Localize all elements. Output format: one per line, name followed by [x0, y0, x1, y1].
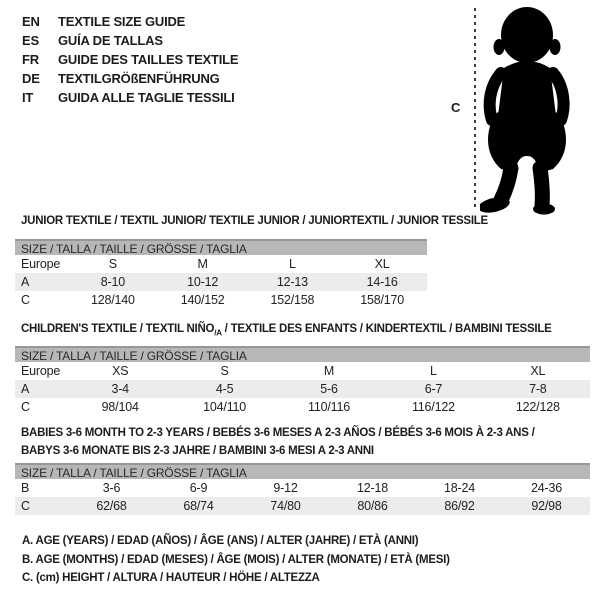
- babies-section-title: [21, 424, 535, 460]
- size-cell: 86/92: [444, 499, 475, 513]
- row-label: C: [21, 499, 30, 513]
- junior-size-table: [15, 239, 427, 309]
- children-size-table: [15, 346, 590, 416]
- size-cell: 122/128: [515, 400, 560, 414]
- language-row: [22, 50, 238, 69]
- table-row: [15, 497, 590, 515]
- row-label: A: [21, 275, 30, 289]
- row-label: B: [21, 481, 30, 495]
- footnote-line: B. AGE (MONTHS) / EDAD (MESES) / ÂGE (MOIS) / ALTER (MONATE) / ETÀ (MESI): [22, 553, 450, 566]
- children-title-pre: CHILDREN'S TEXTILE / TEXTIL NIÑO: [21, 323, 215, 335]
- language-title-text: TEXTILGRÖßENFÜHRUNG: [58, 71, 220, 86]
- language-code: EN: [22, 14, 40, 29]
- language-title-text: TEXTILE SIZE GUIDE: [58, 14, 186, 29]
- size-cell: L: [430, 364, 437, 378]
- language-title-text: GUÍA DE TALLAS: [58, 33, 163, 48]
- size-cell: 92/98: [531, 499, 562, 513]
- size-cell: 158/170: [360, 293, 405, 307]
- size-cell: 12-13: [276, 275, 308, 289]
- babies-size-table: [15, 463, 590, 515]
- babies-title-line2: BABYS 3-6 MONATE BIS 2-3 JAHRE / BAMBINI 3-6 MESI A 2-3 ANNI: [21, 445, 374, 457]
- language-code: FR: [22, 52, 39, 67]
- size-cell: 24-36: [531, 481, 562, 495]
- babies-title-line1: BABIES 3-6 MONTH TO 2-3 YEARS / BEBÉS 3-6 MESES A 2-3 AÑOS / BÉBÉS 3-6 MOIS À 2-3 ANS /: [21, 427, 535, 439]
- language-title-block: [22, 12, 238, 107]
- size-cell: 3-6: [102, 481, 121, 495]
- size-cell: 98/104: [101, 400, 139, 414]
- size-cell: 5-6: [320, 382, 338, 396]
- size-cell: 140/152: [180, 293, 225, 307]
- row-label: Europe: [21, 257, 61, 271]
- size-cell: 110/116: [308, 400, 350, 414]
- footnote-line: C. (cm) HEIGHT / ALTURA / HAUTEUR / HÖHE / ALTEZZA: [22, 572, 320, 584]
- table-row: [15, 398, 590, 416]
- size-cell: 10-12: [187, 275, 219, 289]
- table-row: [15, 291, 427, 309]
- table-row: [15, 479, 590, 497]
- size-cell: 8-10: [100, 275, 125, 289]
- size-cell: 74/80: [270, 499, 301, 513]
- size-cell: 9-12: [273, 481, 298, 495]
- language-code: IT: [22, 90, 34, 105]
- children-section-title: [21, 323, 552, 337]
- size-cell: 14-16: [366, 275, 398, 289]
- language-row: [22, 31, 238, 50]
- junior-section-title: [21, 215, 488, 227]
- language-title-text: GUIDE DES TAILLES TEXTILE: [58, 52, 239, 67]
- size-cell: S: [108, 257, 117, 271]
- size-cell: 3-4: [111, 382, 129, 396]
- size-cell: 6-7: [424, 382, 443, 396]
- size-cell: 7-8: [529, 382, 547, 396]
- size-cell: 104/110: [203, 400, 247, 414]
- baby-silhouette-icon: [480, 6, 574, 216]
- size-cell: M: [323, 364, 335, 378]
- size-cell: XL: [374, 257, 390, 271]
- height-measure-dotted-line: [474, 8, 476, 211]
- language-row: [22, 12, 238, 31]
- size-cell: XL: [530, 364, 546, 378]
- language-code: ES: [22, 33, 39, 48]
- junior-section-title-text: JUNIOR TEXTILE / TEXTIL JUNIOR/ TEXTILE JUNIOR / JUNIORTEXTIL / JUNIOR TESSILE: [21, 215, 488, 227]
- row-label: A: [21, 382, 30, 396]
- language-row: [22, 69, 238, 88]
- table-header-bar: SIZE / TALLA / TAILLE / GRÖSSE / TAGLIA: [15, 463, 590, 479]
- size-cell: 62/68: [96, 499, 127, 513]
- size-cell: XS: [112, 364, 129, 378]
- size-cell: 80/86: [357, 499, 388, 513]
- size-cell: 68/74: [183, 499, 214, 513]
- table-row: [15, 255, 427, 273]
- size-cell: 6-9: [189, 481, 208, 495]
- language-row: [22, 88, 238, 107]
- children-title-subscript: /A: [214, 328, 222, 338]
- size-cell: 4-5: [215, 382, 234, 396]
- size-cell: 116/122: [411, 400, 455, 414]
- row-label: C: [21, 400, 30, 414]
- table-header-bar: SIZE / TALLA / TAILLE / GRÖSSE / TAGLIA: [15, 239, 427, 255]
- size-cell: L: [288, 257, 296, 271]
- table-row: [15, 362, 590, 380]
- footnotes-block: [22, 532, 450, 588]
- table-header-bar: SIZE / TALLA / TAILLE / GRÖSSE / TAGLIA: [15, 346, 590, 362]
- row-label: Europe: [21, 364, 61, 378]
- table-row: [15, 273, 427, 291]
- size-cell: 18-24: [444, 481, 475, 495]
- figure-height-label: C: [451, 100, 461, 115]
- size-cell: 12-18: [357, 481, 388, 495]
- size-cell: M: [197, 257, 208, 271]
- table-row: [15, 380, 590, 398]
- footnote-line: A. AGE (YEARS) / EDAD (AÑOS) / ÂGE (ANS) / ALTER (JAHRE) / ETÀ (ANNI): [22, 535, 419, 547]
- size-cell: 128/140: [90, 293, 135, 307]
- language-title-text: GUIDA ALLE TAGLIE TESSILI: [58, 90, 235, 105]
- row-label: C: [21, 293, 30, 307]
- children-title-post: / TEXTILE DES ENFANTS / KINDERTEXTIL / BAMBINI TESSILE: [221, 323, 552, 335]
- language-code: DE: [22, 71, 40, 86]
- size-cell: 152/158: [270, 293, 315, 307]
- size-cell: S: [220, 364, 229, 378]
